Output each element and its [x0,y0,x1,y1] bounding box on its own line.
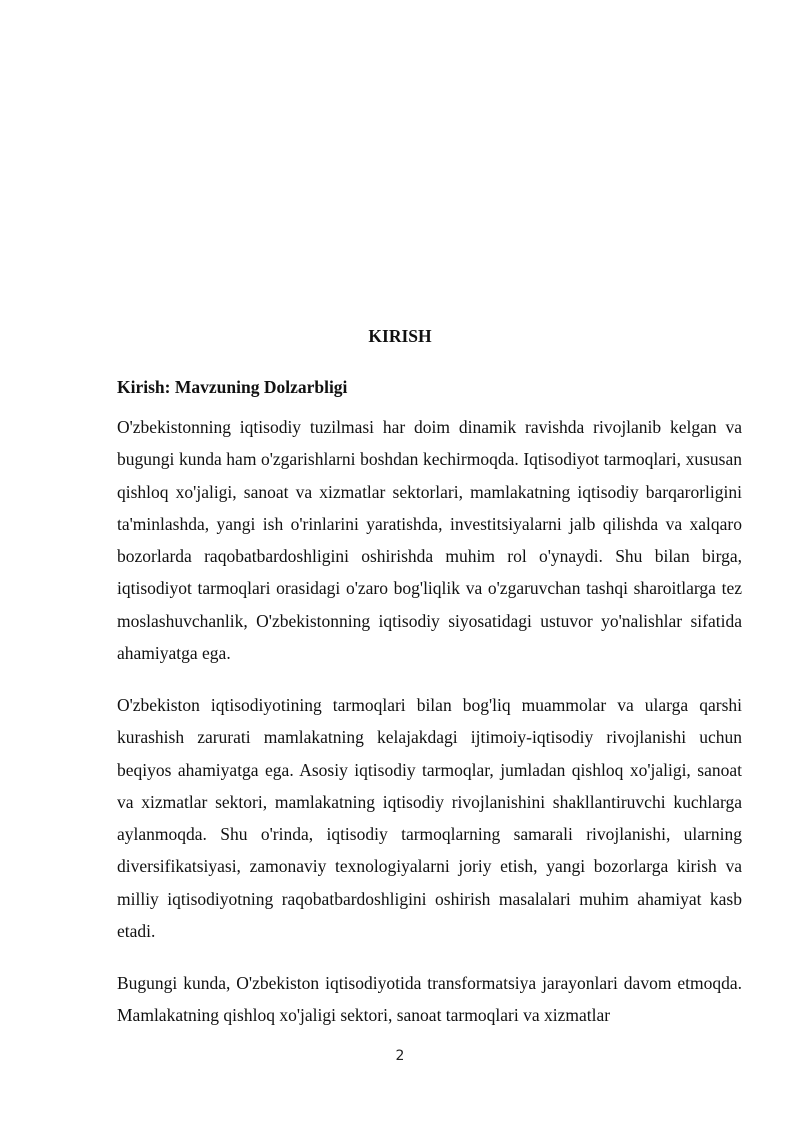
paragraph-3: Bugungi kunda, O'zbekiston iqtisodiyotida transformatsiya jarayonlari davom etmoqda. Mamlakatning qishloq xo'jaligi sektori, sanoat tarmoqlari va xizmatlar [117,973,742,1026]
paragraph-1: O'zbekistonning iqtisodiy tuzilmasi har doim dinamik ravishda rivojlanib kelgan va bugungi kunda ham o'zgarishlarni boshdan kechirmoqda. Iqtisodiyot tarmoqlari, xususan qishloq xo'jaligi, sanoat va xizmatlar sektorlari, mamlakatning iqtisodiy barqarorligini ta'minlashda, yangi ish o'rinlarini yaratishda, investitsiyalarni jalb qilishda va xalqaro bozorlarda raqobatbardoshligini oshirishda muhim rol o'ynaydi. Shu bilan birga, iqtisodiyot tarmoqlari orasidagi o'zaro bog'liqlik va o'zgaruvchan tashqi sharoitlarga tez moslashuvchanlik, O'zbekistonning iqtisodiy siyosatidagi ustuvor yo'nalishlar sifatida ahamiyatga ega. [117,417,742,664]
paragraph-2: O'zbekiston iqtisodiyotining tarmoqlari bilan bog'liq muammolar va ularga qarshi kurashish zarurati mamlakatning kelajakdagi ijtimoiy-iqtisodiy rivojlanishi uchun beqiyos ahamiyatga ega. Asosiy iqtisodiy tarmoqlar, jumladan qishloq xo'jaligi, sanoat va xizmatlar sektori, mamlakatning iqtisodiy rivojlanishini shakllantiruvchi kuchlarga aylanmoqda. Shu o'rinda, iqtisodiy tarmoqlarning samarali rivojlanishi, ularning diversifikatsiyasi, zamonaviy texnologiyalarni joriy etish, yangi bozorlarga kirish va milliy iqtisodiyotning raqobatbardoshligini oshirish masalalari muhim ahamiyat kasb etadi. [117,695,742,942]
section-heading: Kirish: Mavzuning Dolzarbligi [117,377,348,397]
page-number: 2 [395,1048,405,1064]
page-title: KIRISH [368,326,432,346]
